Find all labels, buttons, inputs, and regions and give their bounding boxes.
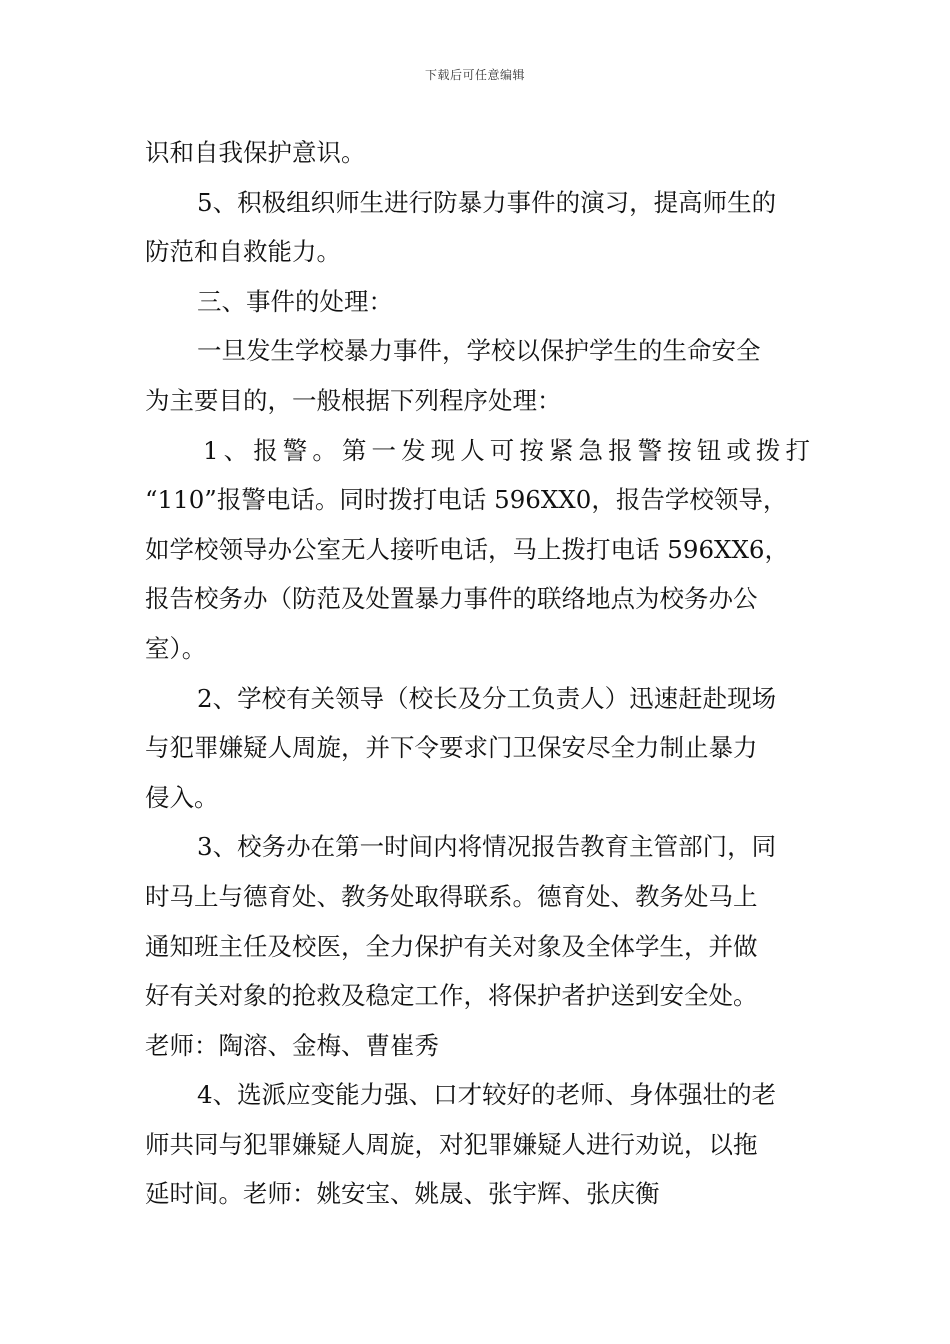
text-line: 为主要目的，一般根据下列程序处理：: [145, 385, 562, 415]
paragraph-5-line-1: 5、积极组织师生进行防暴力事件的演习，提高师生的: [197, 187, 777, 217]
text-line: 室）。: [145, 633, 207, 663]
section-heading: 三、事件的处理：: [197, 286, 393, 316]
item-1-line-1: 1、报警。第一发现人可按紧急报警按钮或拨打: [203, 435, 810, 465]
item-3-line-1: 3、校务办在第一时间内将情况报告教育主管部门，同: [197, 832, 777, 862]
intro-line-1: 一旦发生学校暴力事件，学校以保护学生的生命安全: [197, 336, 761, 366]
text-line: 报告校务办（防范及处置暴力事件的联络地点为校务办公: [145, 584, 758, 614]
text-line: 防范和自救能力。: [145, 237, 341, 267]
item-2-line-1: 2、学校有关领导（校长及分工负责人）迅速赶赴现场: [197, 683, 777, 713]
text-line: 如学校领导办公室无人接听电话，马上拨打电话 596XX6，: [145, 534, 790, 564]
page-header: 下载后可任意编辑: [424, 68, 525, 82]
text-line: 时马上与德育处、教务处取得联系。德育处、教务处马上: [145, 881, 758, 911]
text-line: 延时间。老师：姚安宝、姚晟、张宇辉、张庆衡: [145, 1179, 660, 1209]
text-line: “110”报警电话。同时拨打电话 596XX0，报告学校领导，: [145, 485, 788, 515]
text-line: 师共同与犯罪嫌疑人周旋，对犯罪嫌疑人进行劝说，以拖: [145, 1129, 758, 1159]
text-line: 通知班主任及校医，全力保护有关对象及全体学生，并做: [145, 931, 758, 961]
text-line: 识和自我保护意识。: [145, 138, 366, 167]
item-4-line-1: 4、选派应变能力强、口才较好的老师、身体强壮的老: [197, 1080, 777, 1110]
text-line: 与犯罪嫌疑人周旋，并下令要求门卫保安尽全力制止暴力: [145, 733, 758, 763]
document-body: [145, 128, 810, 1219]
text-line: 好有关对象的抢救及稳定工作，将保护者护送到安全处。: [145, 981, 758, 1011]
text-line: 老师：陶溶、金梅、曹崔秀: [145, 1030, 439, 1060]
text-line: 侵入。: [145, 782, 219, 812]
